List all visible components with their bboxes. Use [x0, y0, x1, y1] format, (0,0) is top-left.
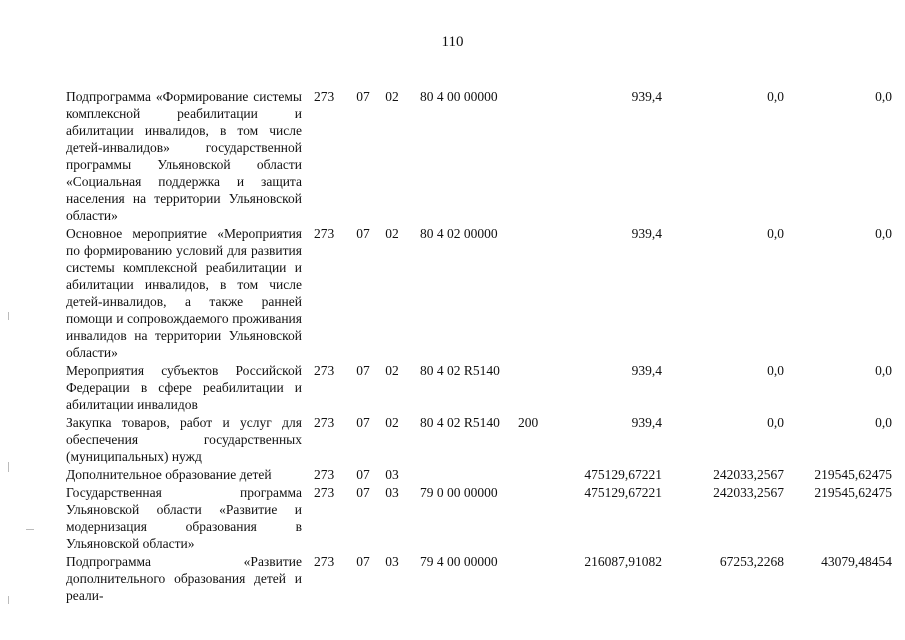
row-pr: 03 — [385, 554, 399, 569]
scan-mark — [8, 596, 9, 604]
row-sum-2018: 939,4 — [631, 415, 662, 430]
row-vr — [518, 224, 552, 361]
row-sum-2020: 0,0 — [875, 415, 892, 430]
row-csr: 80 4 02 R5140 — [420, 415, 500, 430]
row-rz: 07 — [356, 415, 370, 430]
row-ved: 273 — [314, 467, 335, 482]
row-name: Мероприятия субъектов Российской Федерации в сфере реабилитации и абилитации инвалидов — [66, 363, 302, 412]
row-name: Основное мероприятие «Мероприятия по формированию условий для развития системы комплексной реабилитации и абилитации инвалидов, в том числе детей-инвалидов, а также ранней помощи и сопровождаемого проживания инвалидов на территории Ульяновской области» — [66, 226, 302, 360]
row-sum-2020: 219545,62475 — [814, 467, 892, 482]
row-sum-2019: 0,0 — [767, 415, 784, 430]
row-sum-2018: 475129,67221 — [584, 467, 662, 482]
row-vr: 200 — [518, 415, 539, 430]
row-ved: 273 — [314, 226, 335, 241]
row-name: Закупка товаров, работ и услуг для обеспечения государственных (муниципальных) нужд — [66, 415, 302, 464]
row-rz: 07 — [356, 467, 370, 482]
row-sum-2019: 67253,2268 — [719, 554, 784, 569]
budget-table — [66, 88, 900, 604]
row-vr — [518, 465, 552, 483]
table-row — [66, 361, 900, 413]
row-vr — [518, 88, 552, 224]
table-row — [66, 88, 900, 224]
row-csr: 80 4 00 00000 — [420, 89, 498, 104]
row-name: Государственная программа Ульяновской области «Развитие и модернизация образования в Ульяновской области» — [66, 485, 302, 551]
row-sum-2020: 43079,48454 — [821, 554, 892, 569]
row-pr: 02 — [385, 363, 399, 378]
row-rz: 07 — [356, 485, 370, 500]
row-name: Подпрограмма «Развитие дополнительного образования детей и реали- — [66, 554, 302, 603]
row-csr: 79 0 00 00000 — [420, 485, 498, 500]
row-rz: 07 — [356, 226, 370, 241]
row-sum-2020: 0,0 — [875, 363, 892, 378]
row-sum-2018: 939,4 — [631, 363, 662, 378]
row-name: Подпрограмма «Формирование системы комплексной реабилитации и абилитации инвалидов, в том числе детей-инвалидов» государственной программы Ульяновской области «Социальная поддержка и защита населения на территории Ульяновской области» — [66, 89, 302, 223]
row-ved: 273 — [314, 415, 335, 430]
scan-mark — [8, 462, 9, 472]
row-pr: 03 — [385, 467, 399, 482]
scan-mark — [8, 312, 9, 320]
row-csr: 79 4 00 00000 — [420, 554, 498, 569]
row-pr: 02 — [385, 89, 399, 104]
row-pr: 02 — [385, 226, 399, 241]
row-csr: 80 4 02 00000 — [420, 226, 498, 241]
row-sum-2019: 242033,2567 — [713, 467, 784, 482]
row-sum-2020: 0,0 — [875, 226, 892, 241]
table-row — [66, 552, 900, 604]
row-pr: 03 — [385, 485, 399, 500]
table-row — [66, 413, 900, 465]
row-rz: 07 — [356, 363, 370, 378]
row-sum-2019: 0,0 — [767, 363, 784, 378]
row-rz: 07 — [356, 89, 370, 104]
row-ved: 273 — [314, 485, 335, 500]
row-vr — [518, 552, 552, 604]
row-sum-2019: 242033,2567 — [713, 485, 784, 500]
row-sum-2019: 0,0 — [767, 89, 784, 104]
row-ved: 273 — [314, 363, 335, 378]
row-sum-2018: 475129,67221 — [584, 485, 662, 500]
row-ved: 273 — [314, 554, 335, 569]
row-sum-2020: 219545,62475 — [814, 485, 892, 500]
row-name: Дополнительное образование детей — [66, 467, 272, 482]
scan-mark — [26, 529, 34, 530]
table-row — [66, 224, 900, 361]
table-row — [66, 483, 900, 552]
row-ved: 273 — [314, 89, 335, 104]
row-vr — [518, 361, 552, 413]
row-sum-2019: 0,0 — [767, 226, 784, 241]
row-pr: 02 — [385, 415, 399, 430]
row-csr — [406, 465, 518, 483]
row-vr — [518, 483, 552, 552]
row-sum-2020: 0,0 — [875, 89, 892, 104]
page-number: 110 — [441, 34, 464, 50]
row-rz: 07 — [356, 554, 370, 569]
table-row — [66, 465, 900, 483]
row-sum-2018: 939,4 — [631, 226, 662, 241]
row-csr: 80 4 02 R5140 — [420, 363, 500, 378]
row-sum-2018: 939,4 — [631, 89, 662, 104]
row-sum-2018: 216087,91082 — [584, 554, 662, 569]
